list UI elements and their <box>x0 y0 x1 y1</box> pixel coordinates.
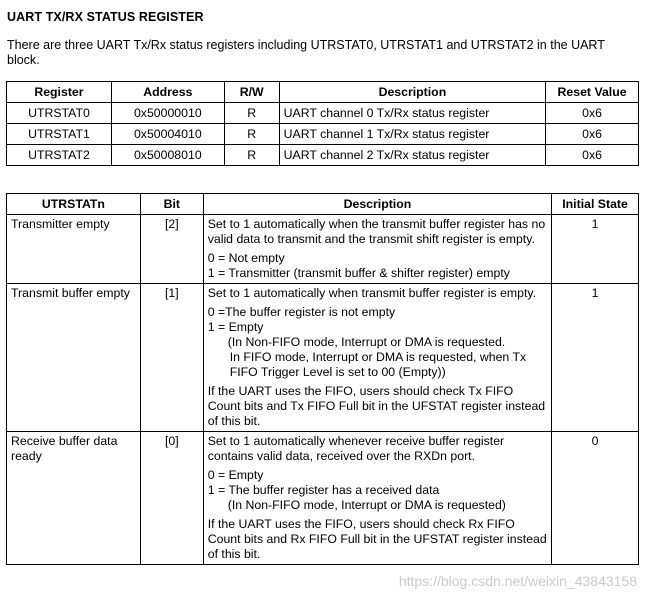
desc-value-line: 0 =The buffer register is not empty <box>207 305 396 319</box>
header-description: Description <box>279 82 545 103</box>
table-row <box>7 103 639 124</box>
register-reset-value: 0x6 <box>546 124 639 145</box>
field-name: Transmitter empty <box>7 215 141 284</box>
field-initial-state: 1 <box>552 284 639 432</box>
desc-value-line: 1 = Empty <box>207 320 264 334</box>
field-initial-state: 1 <box>552 215 639 284</box>
field-initial-state: 0 <box>552 432 639 565</box>
desc-values <box>208 251 547 281</box>
field-bit: [0] <box>140 432 203 565</box>
field-bit: [2] <box>140 215 203 284</box>
table-header-row <box>7 194 639 215</box>
desc-value-line: 1 = Transmitter (transmit buffer & shifter register) empty <box>207 266 510 280</box>
watermark: https://blog.csdn.net/weixin_43843158 <box>398 573 637 589</box>
field-description <box>203 215 551 284</box>
register-address: 0x50000010 <box>111 103 224 124</box>
intro-paragraph: There are three UART Tx/Rx status registers including UTRSTAT0, UTRSTAT1 and UTRSTAT2 in the UART block. <box>7 38 605 67</box>
field-name: Transmit buffer empty <box>7 284 141 432</box>
field-description <box>203 284 551 432</box>
register-rw: R <box>224 145 279 166</box>
header-register: Register <box>7 82 112 103</box>
section-title: UART TX/RX STATUS REGISTER <box>7 10 204 24</box>
desc-paragraph: Set to 1 automatically when the transmit buffer register has no valid data to transmit and the transmit shift register is empty. <box>207 217 546 246</box>
table-row <box>7 432 639 565</box>
desc-paragraph: If the UART uses the FIFO, users should check Tx FIFO Count bits and Tx FIFO Full bit in the UFSTAT register instead of this bit. <box>207 384 546 428</box>
field-bit: [1] <box>140 284 203 432</box>
table-row <box>7 284 639 432</box>
register-name: UTRSTAT2 <box>7 145 112 166</box>
header-initial-state: Initial State <box>552 194 639 215</box>
register-reset-value: 0x6 <box>546 103 639 124</box>
register-description: UART channel 2 Tx/Rx status register <box>279 145 545 166</box>
register-table <box>6 81 639 166</box>
header-reset-value: Reset Value <box>546 82 639 103</box>
desc-paragraph: If the UART uses the FIFO, users should check Rx FIFO Count bits and Rx FIFO Full bit in the UFSTAT register instead of this bit. <box>207 517 547 561</box>
register-name: UTRSTAT1 <box>7 124 112 145</box>
header-utrstatn: UTRSTATn <box>7 194 141 215</box>
header-address: Address <box>111 82 224 103</box>
header-bit: Bit <box>140 194 203 215</box>
register-reset-value: 0x6 <box>546 145 639 166</box>
header-description: Description <box>203 194 551 215</box>
desc-value-line: 1 = The buffer register has a received data <box>207 483 440 497</box>
desc-paragraph: Set to 1 automatically whenever receive buffer register contains valid data, received over the RXDn port. <box>207 434 505 463</box>
table-row <box>7 145 639 166</box>
desc-values <box>208 468 547 513</box>
register-address: 0x50008010 <box>111 145 224 166</box>
desc-note-line: In FIFO mode, Interrupt or DMA is requested, when Tx FIFO Trigger Level is set to 00 (Empty)) <box>229 350 527 379</box>
field-name: Receive buffer data ready <box>7 432 141 565</box>
table-row <box>7 215 639 284</box>
bit-field-table <box>6 193 639 565</box>
desc-paragraph: Set to 1 automatically when transmit buffer register is empty. <box>207 286 537 300</box>
desc-value-line: 0 = Not empty <box>207 251 285 265</box>
table-header-row <box>7 82 639 103</box>
desc-values <box>208 305 547 380</box>
register-rw: R <box>224 124 279 145</box>
header-rw: R/W <box>224 82 279 103</box>
desc-note-line: (In Non-FIFO mode, Interrupt or DMA is requested) <box>227 498 506 512</box>
register-name: UTRSTAT0 <box>7 103 112 124</box>
table-row <box>7 124 639 145</box>
register-description: UART channel 0 Tx/Rx status register <box>279 103 545 124</box>
desc-note-line: (In Non-FIFO mode, Interrupt or DMA is requested. <box>227 335 506 349</box>
register-address: 0x50004010 <box>111 124 224 145</box>
register-description: UART channel 1 Tx/Rx status register <box>279 124 545 145</box>
desc-value-line: 0 = Empty <box>207 468 264 482</box>
field-description <box>203 432 551 565</box>
register-rw: R <box>224 103 279 124</box>
